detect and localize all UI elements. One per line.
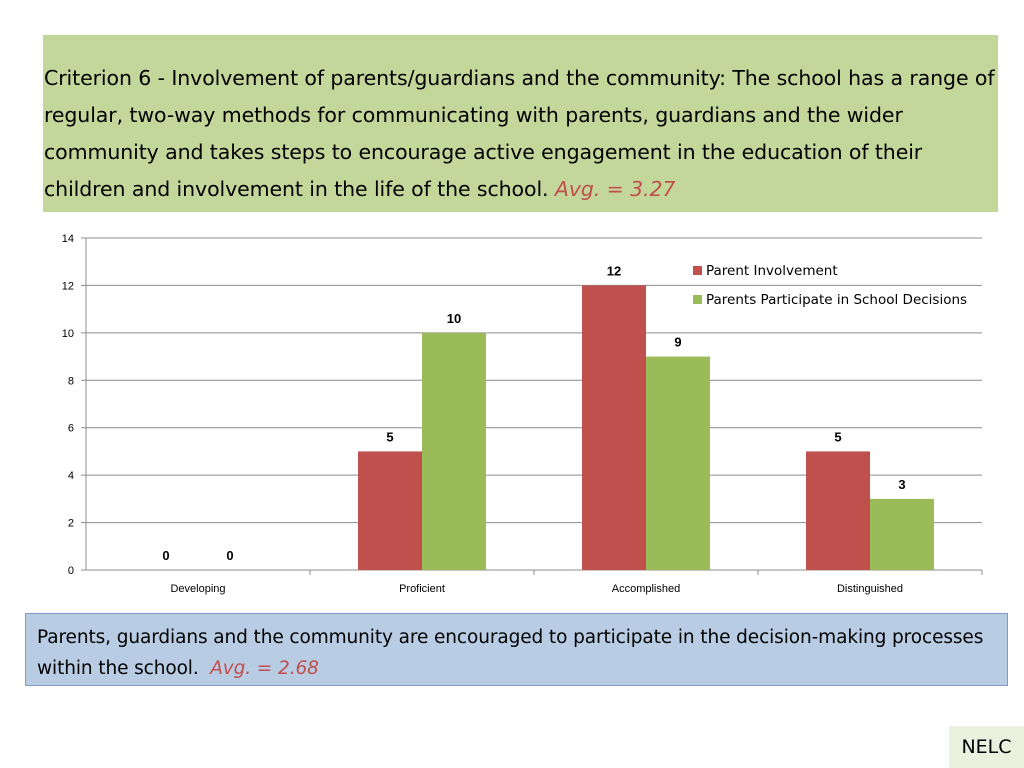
nelc-badge: NELC: [949, 726, 1024, 768]
data-label: 10: [446, 310, 462, 326]
x-tick-label: Distinguished: [836, 583, 904, 595]
x-tick-label: Accomplished: [611, 583, 681, 595]
data-label: 0: [226, 548, 234, 563]
bar: [358, 451, 422, 570]
data-label: 12: [606, 263, 622, 279]
y-tick-label: 4: [67, 470, 74, 483]
legend-swatch: [693, 295, 702, 304]
y-tick-label: 8: [67, 375, 74, 388]
bar: [646, 357, 710, 570]
data-label: 3: [898, 476, 906, 492]
summary-text: Parents, guardians and the community are encouraged to participate in the decision-making processes within the school.: [37, 627, 984, 679]
legend-entry: Parents Participate in School Decisions: [706, 292, 968, 308]
x-tick-label: Developing: [170, 583, 226, 595]
bar: [422, 333, 486, 570]
bar: [806, 451, 870, 570]
data-label: 5: [386, 429, 394, 445]
data-label: 5: [834, 429, 842, 445]
y-tick-label: 12: [61, 280, 74, 293]
summary-average: Avg. = 2.68: [210, 658, 319, 679]
bar: [582, 285, 646, 570]
y-tick-label: 10: [61, 327, 74, 340]
x-tick-label: Proficient: [399, 583, 445, 595]
criterion-text: Criterion 6 - Involvement of parents/guardians and the community: The school has a range of regular, two-way methods for communicating with parents, guardians and the wider community and takes steps to encourage active engagement in the education of their children and involvement in the life of the school.: [44, 66, 995, 201]
y-tick-label: 0: [67, 565, 74, 577]
y-tick-label: 2: [67, 517, 74, 530]
summary-box: [25, 613, 1008, 686]
criterion-average: Avg. = 3.27: [554, 177, 676, 201]
bar: [870, 499, 934, 570]
legend-entry: Parent Involvement: [706, 263, 838, 279]
legend-swatch: [693, 266, 702, 275]
data-label: 9: [674, 334, 682, 350]
y-tick-label: 6: [67, 422, 74, 435]
y-tick-label: 14: [61, 233, 74, 245]
data-label: 0: [162, 548, 170, 563]
